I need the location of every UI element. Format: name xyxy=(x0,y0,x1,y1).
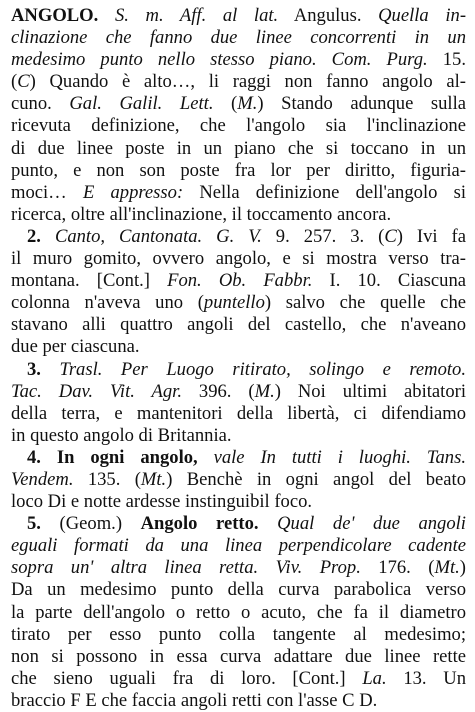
bold-text: 4. xyxy=(27,446,41,468)
text-run: tirato per esso punto colla tangente al medesimo; xyxy=(11,623,466,645)
italic-text: M. xyxy=(237,93,258,115)
italic-text: Qual de' due angoli xyxy=(277,513,466,535)
text-line xyxy=(11,5,466,27)
text-line xyxy=(11,160,466,182)
text-run: la parte dell'angolo o retto o acuto, che fa il diametro xyxy=(11,601,466,623)
bold-text: 3. xyxy=(27,358,41,380)
text-run: cuno. xyxy=(11,93,70,115)
text-line xyxy=(11,49,466,71)
text-line xyxy=(11,491,466,513)
text-run: colonna n'aveva uno ( xyxy=(11,292,204,314)
text-line xyxy=(11,403,466,425)
text-line xyxy=(11,690,466,712)
text-run: 13. Un xyxy=(386,667,466,689)
text-line xyxy=(11,336,466,358)
text-run: ) Ivi fa xyxy=(396,225,466,247)
text-run: Angulus. xyxy=(278,5,379,26)
text-line xyxy=(11,447,466,469)
italic-text: sopra un' altra linea retta. Viv. Prop. xyxy=(11,557,361,579)
text-run: (Geom.) xyxy=(40,513,141,535)
text-run: stavano alli quattro angoli del castello, che n'aveano xyxy=(11,314,466,336)
text-line xyxy=(11,248,466,270)
text-run: ) xyxy=(459,557,466,579)
text-run: ) Stando adunque sulla xyxy=(257,93,466,115)
text-line xyxy=(11,182,466,204)
text-line xyxy=(11,71,466,93)
text-run xyxy=(41,359,60,380)
italic-text: Fon. Ob. Fabbr. xyxy=(167,270,313,292)
text-run: che sieno uguali fra di loro. [Cont.] xyxy=(11,667,363,689)
text-line xyxy=(11,646,466,668)
text-run: montana. [Cont.] xyxy=(11,270,168,292)
text-run: ( xyxy=(213,93,238,115)
text-run: loco Di e notte ardesse instinguibil foco. xyxy=(11,491,313,513)
text-line xyxy=(11,425,466,447)
italic-text: eguali formati da una linea perpendicolare cadente xyxy=(11,535,466,557)
italic-text: C xyxy=(384,225,397,247)
text-line xyxy=(11,93,466,115)
text-line xyxy=(11,381,466,403)
text-run: ) Noi ultimi abitatori xyxy=(274,380,466,402)
text-line xyxy=(11,579,466,601)
text-run: in questo angolo di Britannia. xyxy=(11,424,232,446)
italic-text: clinazione che fanno due linee concorrenti in un xyxy=(11,27,466,49)
text-run: I. 10. Ciascuna xyxy=(312,270,466,292)
italic-text: M. xyxy=(254,380,275,402)
text-run: il muro gomito, ovvero angolo, e si mostra verso tra- xyxy=(11,248,466,270)
italic-text: Tac. Dav. Vit. Agr. xyxy=(11,380,182,402)
text-run: 15. xyxy=(427,49,466,71)
dictionary-entry-angolo xyxy=(11,5,466,712)
italic-text: Trasl. Per Luogo ritirato, solingo e remoto. xyxy=(59,358,466,380)
text-line xyxy=(11,513,466,535)
text-run xyxy=(41,226,55,247)
italic-text: puntello xyxy=(203,292,265,314)
text-line xyxy=(11,668,466,690)
bold-text: ANGOLO. xyxy=(11,5,99,26)
italic-text: Mt. xyxy=(140,468,167,490)
italic-text: Gal. Galil. Lett. xyxy=(69,93,214,115)
italic-text: medesimo punto nello stesso piano. Com. Purg. xyxy=(11,49,428,71)
text-run: non si possono in essa curva adattare due linee rette xyxy=(11,645,466,667)
text-line xyxy=(11,204,466,226)
text-run xyxy=(259,513,278,534)
italic-text: vale In tutti i luoghi. Tans. xyxy=(213,446,466,468)
text-run: 396. ( xyxy=(181,380,255,402)
text-line xyxy=(11,138,466,160)
text-line xyxy=(11,469,466,491)
text-line xyxy=(11,314,466,336)
bold-text: In ogni angolo, xyxy=(56,446,198,468)
text-run xyxy=(98,5,115,26)
text-line xyxy=(11,27,466,49)
text-run: ) Benchè in ogni angol del beato xyxy=(166,468,466,490)
italic-text: Mt. xyxy=(434,557,460,579)
text-line xyxy=(11,226,466,248)
text-line xyxy=(11,292,466,314)
text-run: 135. ( xyxy=(73,468,141,490)
bold-text: 5. xyxy=(27,513,41,535)
text-run: ( xyxy=(11,71,18,93)
text-line xyxy=(11,359,466,381)
text-run: 9. 257. 3. ( xyxy=(261,225,385,247)
text-run: della terra, e mantenitori della libertà, ci difendiamo xyxy=(11,402,466,424)
italic-text: E appresso: xyxy=(82,181,184,203)
bold-text: 2. xyxy=(27,225,41,247)
text-run: ) salvo che quelle che xyxy=(264,292,466,314)
text-run: 176. ( xyxy=(360,557,435,579)
text-run: Da un medesimo punto della curva parabolica verso xyxy=(11,579,466,601)
italic-text: Canto, Cantonata. G. V. xyxy=(54,225,262,247)
text-run: braccio F E che faccia angoli retti con l'asse C D. xyxy=(11,689,378,711)
italic-text: La. xyxy=(362,667,387,689)
text-line xyxy=(11,270,466,292)
text-line xyxy=(11,115,466,137)
text-run: Nella definizione dell'angolo si xyxy=(183,181,466,203)
italic-text: S. m. Aff. al lat. xyxy=(114,5,279,26)
bold-text: Angolo retto. xyxy=(140,513,259,535)
italic-text: C xyxy=(17,71,30,93)
text-line xyxy=(11,535,466,557)
text-run: ricevuta definizione, che l'angolo sia l'inclinazione xyxy=(11,115,466,137)
text-run xyxy=(198,447,214,468)
text-line xyxy=(11,602,466,624)
text-run: moci… xyxy=(11,181,83,203)
text-run: punto, e non son poste fra lor per diritto, figuria- xyxy=(11,159,466,181)
italic-text: Quella in- xyxy=(378,5,466,26)
text-line xyxy=(11,624,466,646)
text-run: di due linee poste in un piano che si toccano in un xyxy=(11,137,466,159)
italic-text: Vendem. xyxy=(11,468,74,490)
text-run: ricerca, oltre all'inclinazione, il toccamento ancora. xyxy=(11,203,392,225)
text-line xyxy=(11,557,466,579)
text-run xyxy=(41,447,57,468)
text-run: ) Quando è alto…, li raggi non fanno angolo al- xyxy=(29,71,466,93)
text-run: due per ciascuna. xyxy=(11,336,140,358)
